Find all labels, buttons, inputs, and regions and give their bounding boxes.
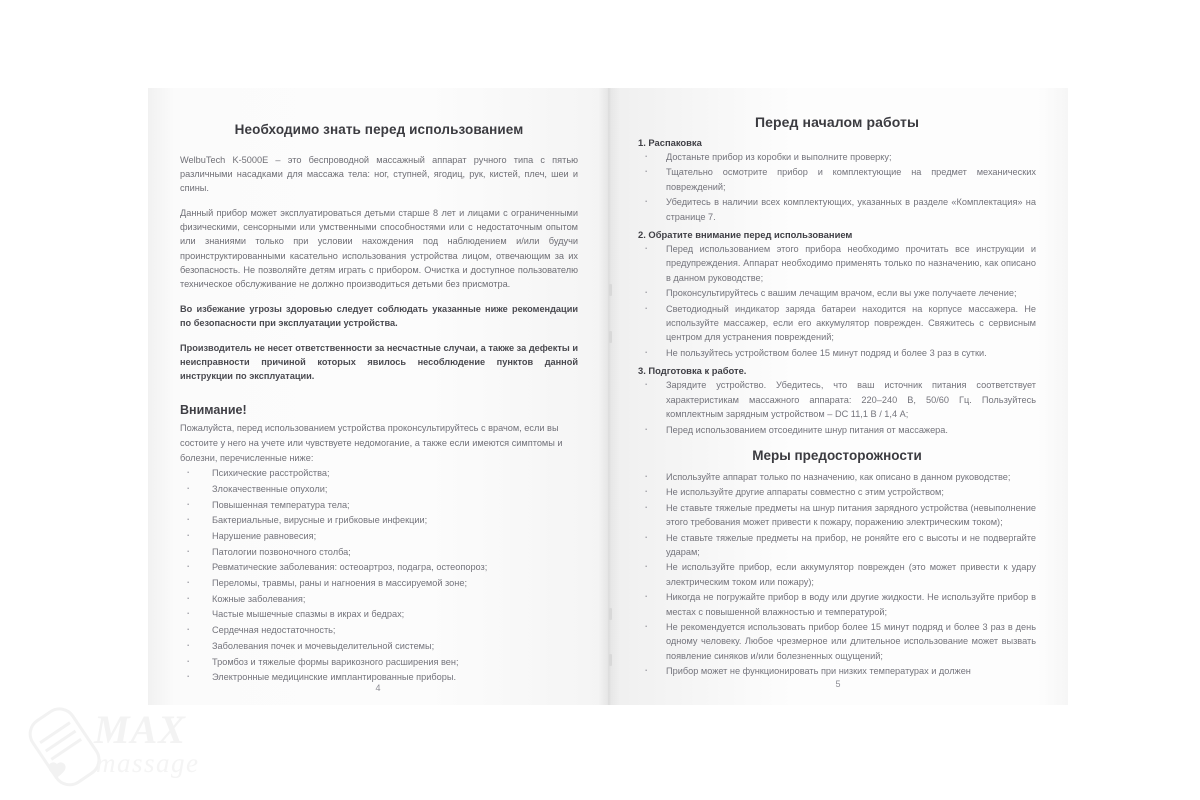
paragraph-manufacturer-liability: Производитель не несет ответственности за несчастные случаи, а также за дефекты и неисправности причиной которых явилось несоблюдение пунктов данной инструкции по эксплуатации. — [180, 343, 578, 382]
paragraph-safety-recommendation: Во избежание угрозы здоровью следует соблюдать указанные ниже рекомендации по безопасности при эксплуатации устройства. — [180, 303, 578, 328]
page-left — [148, 88, 608, 705]
page-number-left: 4 — [375, 683, 381, 693]
list-item: · Не используйте прибор, если аккумулятор поврежден (это может привести к удару электрическим током или пожару); — [638, 560, 1036, 589]
attention-lead: Пожалуйста, перед использованием устройства проконсультируйтесь с врачом, если вы состоите у него на учете или чувствуете недомогание, а также если имеются симптомы и болезни, перечисленные ниже: — [180, 423, 563, 463]
list-item: · Используйте аппарат только по назначению, как описано в данном руководстве; — [638, 470, 1036, 484]
preparation-list — [638, 378, 1036, 437]
list-item: · Психические расстройства; — [180, 466, 578, 481]
paragraph-children-supervision: Данный прибор может эксплуатироваться детьми старше 8 лет и лицами с ограниченными физическими, сенсорными или умственными способностями или с недостаточным опытом или знаниями только при условии нахождения под наблюдением и/или будучи проинструктированными касательно использования устройства лицом, отвечающим за их безопасность. Не позволяйте детям играть с прибором. Очистка и доступное пользователю техническое обслуживание не должно производиться детьми без присмотра. — [180, 208, 578, 289]
list-item: · Не используйте другие аппараты совместно с этим устройством; — [638, 485, 1036, 499]
list-item: · Бактериальные, вирусные и грибковые инфекции; — [180, 513, 578, 528]
list-item: · Заболевания почек и мочевыделительной системы; — [180, 639, 578, 654]
watermark-brand: MAX — [94, 707, 186, 752]
list-item: · Переломы, травмы, раны и нагноения в массируемой зоне; — [180, 576, 578, 591]
list-item: · Убедитесь в наличии всех комплектующих, указанных в разделе «Комплектация» на странице 7. — [638, 195, 1036, 224]
page-right — [608, 88, 1068, 705]
massager-heart-icon — [26, 700, 256, 792]
watermark-tagline: massage — [96, 748, 200, 778]
unpacking-list — [638, 150, 1036, 224]
list-item: · Проконсультируйтесь с вашим лечащим врачом, если вы уже получаете лечение; — [638, 286, 1036, 300]
watermark — [26, 700, 256, 792]
list-item: · Нарушение равновесия; — [180, 529, 578, 544]
list-item: · Не пользуйтесь устройством более 15 минут подряд и более 3 раз в сутки. — [638, 346, 1036, 360]
list-item: · Не ставьте тяжелые предметы на прибор, не роняйте его с высоты и не подвергайте ударам; — [638, 531, 1036, 560]
list-item: · Электронные медицинские имплантированные приборы. — [180, 670, 578, 685]
paragraph-intro: WelbuTech K-5000E – это беспроводной массажный аппарат ручного типа с пятью различными насадками для массажа тела: ног, ступней, ягодиц, рук, кистей, плеч, шеи и спины. — [180, 155, 578, 194]
precautions-list — [638, 470, 1036, 679]
heart-icon — [48, 762, 65, 777]
list-item: · Тромбоз и тяжелые формы варикозного расширения вен; — [180, 655, 578, 670]
list-item: · Частые мышечные спазмы в икрах и бедрах; — [180, 607, 578, 622]
list-item: · Зарядите устройство. Убедитесь, что ваш источник питания соответствует характеристикам массажного аппарата: 220–240 В, 50/60 Гц. Пользуйтесь комплектным зарядным устройством – DC 11,1 В / 1,4 А; — [638, 378, 1036, 421]
list-item: · Злокачественные опухоли; — [180, 482, 578, 497]
open-booklet — [148, 88, 1068, 705]
page-right-title: Перед началом работы — [754, 114, 920, 130]
section-heading-preparation: 3. Подготовка к работе. — [638, 365, 747, 377]
list-item: · Тщательно осмотрите прибор и комплектующие на предмет механических повреждений; — [638, 165, 1036, 194]
list-item: · Ревматические заболевания: остеоартроз, подагра, остеопороз; — [180, 560, 578, 575]
before-use-list — [638, 242, 1036, 360]
list-item: · Перед использованием этого прибора необходимо прочитать все инструкции и предупреждения. Аппарат необходимо применять только по назначению, как описано в данном руководстве; — [638, 242, 1036, 285]
list-item: · Сердечная недостаточность; — [180, 623, 578, 638]
list-item: · Повышенная температура тела; — [180, 498, 578, 513]
list-item: · Прибор может не функционировать при низких температурах и должен — [638, 664, 1036, 678]
list-item: · Никогда не погружайте прибор в воду или другие жидкости. Не используйте прибор в местах с повышенной влажностью и температурой; — [638, 590, 1036, 619]
section-heading-unpacking: 1. Распаковка — [638, 137, 702, 148]
attention-heading: Внимание! — [180, 403, 247, 418]
list-item: · Кожные заболевания; — [180, 592, 578, 607]
symptoms-list — [180, 466, 578, 685]
precautions-heading: Меры предосторожности — [752, 447, 922, 463]
list-item: · Достаньте прибор из коробки и выполните проверку; — [638, 150, 1036, 164]
list-item: · Светодиодный индикатор заряда батареи находится на корпусе массажера. Не используйте массажер, если его аккумулятор поврежден. Свяжитесь с сервисным центром для устранения повреждений; — [638, 302, 1036, 345]
list-item: · Не ставьте тяжелые предметы на шнур питания зарядного устройства (невыполнение этого требования может привести к пожару, поражению электрическим током); — [638, 501, 1036, 530]
list-item: · Перед использованием отсоедините шнур питания от массажера. — [638, 423, 1036, 437]
section-heading-before-use: 2. Обратите внимание перед использованием — [638, 229, 853, 241]
list-item: · Не рекомендуется использовать прибор более 15 минут подряд и более 3 раз в день одному человеку. Любое чрезмерное или длительное использование может вызвать появление синяков и/или болезненных ощущений; — [638, 620, 1036, 663]
page-left-title: Необходимо знать перед использованием — [234, 122, 524, 137]
page-number-right: 5 — [835, 679, 841, 689]
list-item: · Патологии позвоночного столба; — [180, 545, 578, 560]
